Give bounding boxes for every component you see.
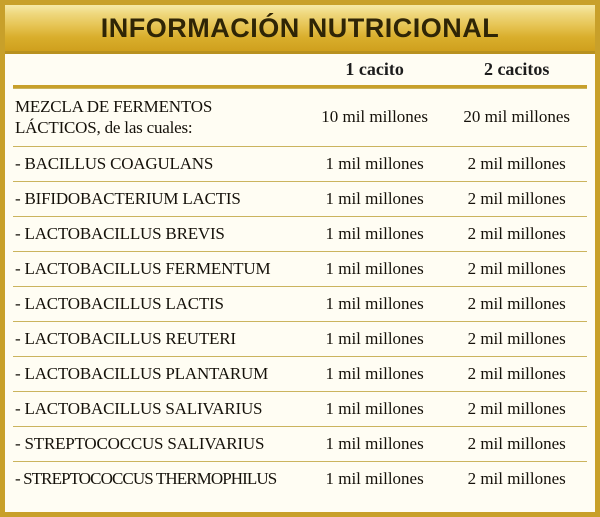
table-row [13, 461, 587, 496]
row-value-two: 2 mil millones [446, 181, 587, 216]
row-value-one: 1 mil millones [303, 321, 447, 356]
row-value-two: 2 mil millones [446, 391, 587, 426]
row-value-two: 2 mil millones [446, 426, 587, 461]
row-value-two: 2 mil millones [446, 321, 587, 356]
table-row [13, 356, 587, 391]
row-value-one: 1 mil millones [303, 461, 447, 496]
row-value-one: 1 mil millones [303, 216, 447, 251]
row-label: - STREPTOCOCCUS THERMOPHILUS [13, 461, 303, 496]
table-row [13, 391, 587, 426]
row-value-one: 10 mil millones [303, 89, 447, 147]
row-label: - LACTOBACILLUS PLANTARUM [13, 356, 303, 391]
column-header-two-scoops: 2 cacitos [483, 59, 550, 79]
table-row [13, 146, 587, 181]
row-value-one: 1 mil millones [303, 181, 447, 216]
row-value-one: 1 mil millones [303, 146, 447, 181]
row-value-two: 2 mil millones [446, 216, 587, 251]
row-value-one: 1 mil millones [303, 286, 447, 321]
table-row [13, 251, 587, 286]
row-value-two: 2 mil millones [446, 251, 587, 286]
row-value-one: 1 mil millones [303, 426, 447, 461]
row-value-one: 1 mil millones [303, 391, 447, 426]
row-label: - LACTOBACILLUS LACTIS [13, 286, 303, 321]
nutrition-table [13, 54, 587, 496]
row-label: - BACILLUS COAGULANS [13, 146, 303, 181]
table-row [13, 181, 587, 216]
nutrition-table-container [5, 54, 595, 496]
row-value-two: 2 mil millones [446, 146, 587, 181]
row-label-line2: LÁCTICOS, de las cuales: [15, 118, 193, 138]
row-value-two: 2 mil millones [446, 356, 587, 391]
row-label: - LACTOBACILLUS BREVIS [13, 216, 303, 251]
row-label-line1: MEZCLA DE FERMENTOS [15, 97, 213, 116]
table-row [13, 321, 587, 356]
row-value-two: 20 mil millones [446, 89, 587, 147]
page-title: INFORMACIÓN NUTRICIONAL [100, 12, 500, 43]
table-header-row [13, 54, 587, 85]
row-value-two: 2 mil millones [446, 461, 587, 496]
column-header-one-scoop: 1 cacito [345, 59, 404, 79]
column-header-nutrient [13, 54, 303, 85]
table-row [13, 89, 587, 147]
row-label: - STREPTOCOCCUS SALIVARIUS [13, 426, 303, 461]
row-label: - LACTOBACILLUS REUTERI [13, 321, 303, 356]
row-value-two: 2 mil millones [446, 286, 587, 321]
table-row [13, 426, 587, 461]
row-label: - LACTOBACILLUS SALIVARIUS [13, 391, 303, 426]
table-row [13, 216, 587, 251]
row-label-mixture [13, 89, 303, 147]
row-label: - LACTOBACILLUS FERMENTUM [13, 251, 303, 286]
panel-header [5, 5, 595, 54]
table-row [13, 286, 587, 321]
row-label: - BIFIDOBACTERIUM LACTIS [13, 181, 303, 216]
row-value-one: 1 mil millones [303, 356, 447, 391]
row-value-one: 1 mil millones [303, 251, 447, 286]
